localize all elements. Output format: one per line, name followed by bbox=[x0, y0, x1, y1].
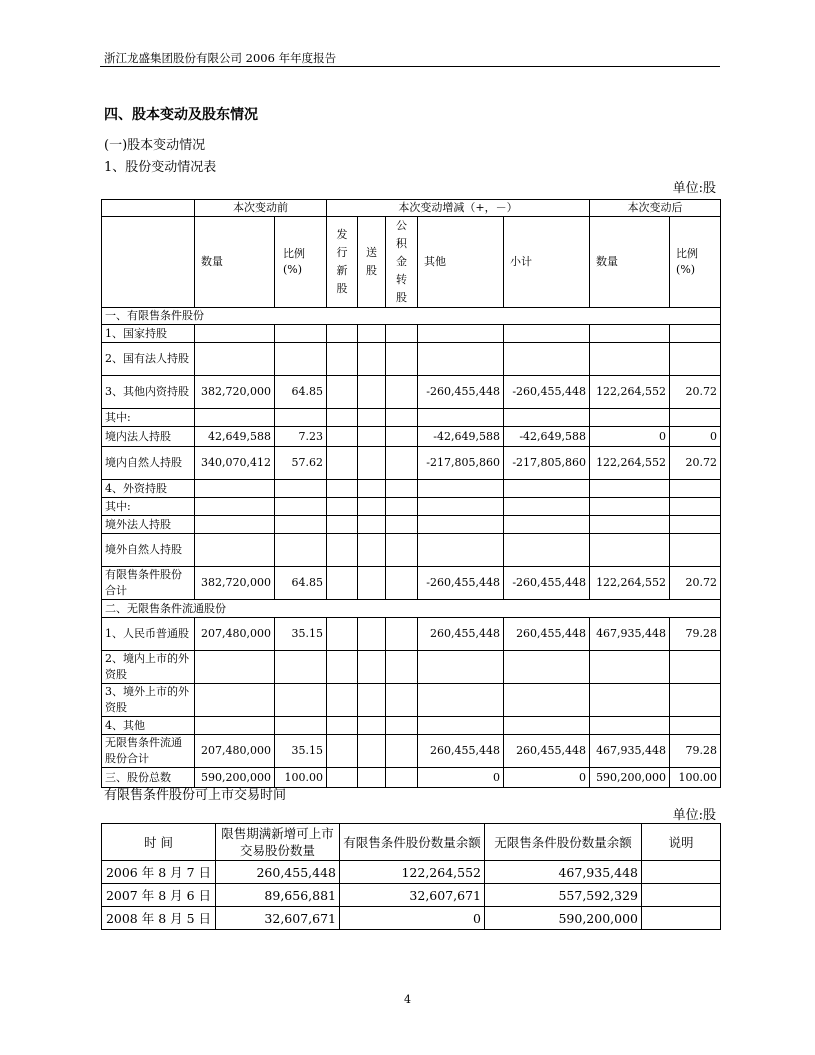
cell-ratio-after: 100.00 bbox=[670, 768, 721, 788]
cell-ratio-after: 79.28 bbox=[670, 735, 721, 768]
row-label: 一、有限售条件股份 bbox=[102, 308, 721, 325]
header-char: 转 bbox=[396, 273, 407, 286]
row-label: 2、国有法人持股 bbox=[102, 343, 195, 376]
cell-ratio bbox=[275, 409, 327, 427]
table-row bbox=[102, 343, 721, 376]
table-row bbox=[102, 907, 721, 930]
cell-qty-after bbox=[590, 717, 670, 735]
cell-bonus bbox=[358, 409, 386, 427]
cell-reserve bbox=[386, 768, 418, 788]
cell-subtotal: -217,805,860 bbox=[504, 447, 590, 480]
cell-reserve bbox=[386, 717, 418, 735]
table2-title: 有限售条件股份可上市交易时间 bbox=[104, 788, 287, 803]
cell-other: 0 bbox=[418, 768, 504, 788]
header-divider bbox=[100, 66, 720, 67]
cell-new-listable: 260,455,448 bbox=[216, 861, 340, 884]
cell-bonus bbox=[358, 516, 386, 534]
table-row bbox=[102, 717, 721, 735]
header-char: 股 bbox=[366, 264, 377, 277]
cell-ratio-after bbox=[670, 684, 721, 717]
cell-ratio-after: 0 bbox=[670, 427, 721, 447]
row-label: 二、无限售条件流通股份 bbox=[102, 600, 721, 618]
cell-restricted-balance: 32,607,671 bbox=[340, 884, 485, 907]
table-row bbox=[102, 600, 721, 618]
cell-other bbox=[418, 651, 504, 684]
cell-issue bbox=[327, 376, 358, 409]
cell-ratio-after bbox=[670, 651, 721, 684]
cell-note bbox=[642, 861, 721, 884]
table-row bbox=[102, 427, 721, 447]
cell-other: -217,805,860 bbox=[418, 447, 504, 480]
header-char: 积 bbox=[396, 237, 407, 250]
header-char: 发 bbox=[336, 228, 348, 241]
col-bonus bbox=[358, 217, 386, 308]
cell-issue bbox=[327, 409, 358, 427]
cell-ratio-after bbox=[670, 516, 721, 534]
cell-qty-after bbox=[590, 684, 670, 717]
col-qty: 数量 bbox=[195, 217, 275, 308]
table-row bbox=[102, 325, 721, 343]
cell-subtotal bbox=[504, 325, 590, 343]
cell-reserve bbox=[386, 735, 418, 768]
table-row bbox=[102, 447, 721, 480]
cell-ratio: 35.15 bbox=[275, 618, 327, 651]
cell-other: -42,649,588 bbox=[418, 427, 504, 447]
cell-ratio bbox=[275, 516, 327, 534]
cell-subtotal: -42,649,588 bbox=[504, 427, 590, 447]
cell-restricted-balance: 122,264,552 bbox=[340, 861, 485, 884]
table-row bbox=[102, 884, 721, 907]
cell-qty-after bbox=[590, 651, 670, 684]
header-char: 股 bbox=[336, 282, 348, 295]
group-change: 本次变动增减（+，－） bbox=[327, 200, 590, 217]
cell-issue bbox=[327, 618, 358, 651]
col-ratio: 比例(%) bbox=[275, 217, 327, 308]
cell-reserve bbox=[386, 618, 418, 651]
cell-qty-after: 122,264,552 bbox=[590, 567, 670, 600]
cell-subtotal bbox=[504, 409, 590, 427]
row-label: 4、其他 bbox=[102, 717, 195, 735]
cell-subtotal: 260,455,448 bbox=[504, 735, 590, 768]
cell-date: 2008 年 8 月 5 日 bbox=[102, 907, 216, 930]
cell-qty bbox=[195, 534, 275, 567]
cell-bonus bbox=[358, 534, 386, 567]
col-new-listable: 限售期满新增可上市交易股份数量 bbox=[216, 824, 340, 861]
cell-qty: 207,480,000 bbox=[195, 618, 275, 651]
table-row bbox=[102, 409, 721, 427]
cell-ratio bbox=[275, 325, 327, 343]
cell-reserve bbox=[386, 343, 418, 376]
cell-qty bbox=[195, 343, 275, 376]
cell-qty-after: 590,200,000 bbox=[590, 768, 670, 788]
table-row bbox=[102, 735, 721, 768]
col-unrestricted-balance: 无限售条件股份数量余额 bbox=[485, 824, 642, 861]
cell-other: 260,455,448 bbox=[418, 735, 504, 768]
cell-ratio-after: 79.28 bbox=[670, 618, 721, 651]
cell-reserve bbox=[386, 651, 418, 684]
cell-bonus bbox=[358, 427, 386, 447]
cell-bonus bbox=[358, 343, 386, 376]
cell-subtotal: 260,455,448 bbox=[504, 618, 590, 651]
cell-subtotal bbox=[504, 717, 590, 735]
cell-bonus bbox=[358, 447, 386, 480]
cell-subtotal bbox=[504, 498, 590, 516]
cell-other bbox=[418, 516, 504, 534]
cell-qty-after: 467,935,448 bbox=[590, 618, 670, 651]
cell-reserve bbox=[386, 447, 418, 480]
cell-ratio-after bbox=[670, 409, 721, 427]
cell-subtotal: 0 bbox=[504, 768, 590, 788]
cell-subtotal bbox=[504, 534, 590, 567]
row-label: 其中: bbox=[102, 409, 195, 427]
cell-qty-after bbox=[590, 480, 670, 498]
col-ratio-after: 比例(%) bbox=[670, 217, 721, 308]
cell-ratio: 35.15 bbox=[275, 735, 327, 768]
cell-reserve bbox=[386, 325, 418, 343]
cell-qty: 590,200,000 bbox=[195, 768, 275, 788]
cell-issue bbox=[327, 651, 358, 684]
cell-date: 2007 年 8 月 6 日 bbox=[102, 884, 216, 907]
cell-bonus bbox=[358, 498, 386, 516]
col-subtotal: 小计 bbox=[504, 217, 590, 308]
row-label: 其中: bbox=[102, 498, 195, 516]
cell-new-listable: 89,656,881 bbox=[216, 884, 340, 907]
cell-subtotal bbox=[504, 516, 590, 534]
table-row bbox=[102, 498, 721, 516]
cell-issue bbox=[327, 498, 358, 516]
cell-bonus bbox=[358, 376, 386, 409]
cell-ratio bbox=[275, 498, 327, 516]
group-after: 本次变动后 bbox=[590, 200, 721, 217]
group-before: 本次变动前 bbox=[195, 200, 327, 217]
header-char: 行 bbox=[336, 246, 348, 259]
cell-ratio bbox=[275, 480, 327, 498]
cell-ratio: 100.00 bbox=[275, 768, 327, 788]
cell-issue bbox=[327, 768, 358, 788]
column-header-row bbox=[102, 217, 721, 308]
cell-issue bbox=[327, 516, 358, 534]
header-char: 公 bbox=[396, 219, 407, 232]
cell-bonus bbox=[358, 567, 386, 600]
row-label: 境内法人持股 bbox=[102, 427, 195, 447]
row-label: 有限售条件股份合计 bbox=[102, 567, 195, 600]
cell-ratio bbox=[275, 684, 327, 717]
cell-qty bbox=[195, 717, 275, 735]
cell-qty-after: 0 bbox=[590, 427, 670, 447]
cell-qty bbox=[195, 684, 275, 717]
cell-ratio: 7.23 bbox=[275, 427, 327, 447]
cell-ratio-after bbox=[670, 343, 721, 376]
cell-bonus bbox=[358, 768, 386, 788]
table-row bbox=[102, 376, 721, 409]
table-title: 1、股份变动情况表 bbox=[104, 160, 217, 175]
section-title: 四、股本变动及股东情况 bbox=[104, 107, 258, 123]
cell-subtotal bbox=[504, 651, 590, 684]
cell-issue bbox=[327, 684, 358, 717]
cell-issue bbox=[327, 534, 358, 567]
group-header-row bbox=[102, 200, 721, 217]
cell-reserve bbox=[386, 480, 418, 498]
table-row bbox=[102, 684, 721, 717]
cell-ratio-after bbox=[670, 325, 721, 343]
cell-qty-after bbox=[590, 409, 670, 427]
cell-issue bbox=[327, 567, 358, 600]
table-row bbox=[102, 567, 721, 600]
cell-bonus bbox=[358, 480, 386, 498]
cell-note bbox=[642, 884, 721, 907]
cell-issue bbox=[327, 735, 358, 768]
cell-qty-after bbox=[590, 343, 670, 376]
cell-qty: 382,720,000 bbox=[195, 376, 275, 409]
cell-subtotal bbox=[504, 343, 590, 376]
cell-reserve bbox=[386, 516, 418, 534]
cell-reserve bbox=[386, 427, 418, 447]
cell-qty: 42,649,588 bbox=[195, 427, 275, 447]
cell-subtotal bbox=[504, 684, 590, 717]
header-char: 送 bbox=[366, 246, 377, 259]
cell-other bbox=[418, 498, 504, 516]
cell-ratio: 64.85 bbox=[275, 376, 327, 409]
row-label: 4、外资持股 bbox=[102, 480, 195, 498]
cell-bonus bbox=[358, 325, 386, 343]
cell-qty bbox=[195, 480, 275, 498]
cell-subtotal: -260,455,448 bbox=[504, 567, 590, 600]
cell-other: -260,455,448 bbox=[418, 567, 504, 600]
header-char: 金 bbox=[396, 255, 407, 268]
cell-ratio-after: 20.72 bbox=[670, 567, 721, 600]
col-date: 时 间 bbox=[102, 824, 216, 861]
header-char: 新 bbox=[336, 264, 348, 277]
cell-ratio bbox=[275, 534, 327, 567]
cell-ratio-after: 20.72 bbox=[670, 376, 721, 409]
section-subtitle: (一)股本变动情况 bbox=[104, 138, 206, 153]
cell-qty bbox=[195, 516, 275, 534]
col-reserve bbox=[386, 217, 418, 308]
table-row bbox=[102, 861, 721, 884]
cell-qty bbox=[195, 498, 275, 516]
table-row bbox=[102, 480, 721, 498]
row-label: 3、其他内资持股 bbox=[102, 376, 195, 409]
cell-ratio: 57.62 bbox=[275, 447, 327, 480]
col-issue bbox=[327, 217, 358, 308]
cell-ratio bbox=[275, 717, 327, 735]
cell-bonus bbox=[358, 717, 386, 735]
cell-reserve bbox=[386, 376, 418, 409]
cell-qty-after bbox=[590, 534, 670, 567]
cell-qty: 207,480,000 bbox=[195, 735, 275, 768]
table2-header-row bbox=[102, 824, 721, 861]
cell-ratio-after bbox=[670, 480, 721, 498]
cell-other bbox=[418, 717, 504, 735]
header-char: 股 bbox=[396, 291, 407, 304]
cell-other bbox=[418, 409, 504, 427]
cell-ratio bbox=[275, 343, 327, 376]
cell-bonus bbox=[358, 684, 386, 717]
cell-issue bbox=[327, 480, 358, 498]
unit-label: 单位:股 bbox=[672, 181, 716, 196]
cell-other bbox=[418, 684, 504, 717]
cell-qty bbox=[195, 651, 275, 684]
cell-ratio: 64.85 bbox=[275, 567, 327, 600]
row-label: 1、人民币普通股 bbox=[102, 618, 195, 651]
cell-qty-after: 122,264,552 bbox=[590, 447, 670, 480]
cell-new-listable: 32,607,671 bbox=[216, 907, 340, 930]
cell-other: -260,455,448 bbox=[418, 376, 504, 409]
cell-bonus bbox=[358, 651, 386, 684]
cell-subtotal bbox=[504, 480, 590, 498]
cell-issue bbox=[327, 343, 358, 376]
cell-reserve bbox=[386, 498, 418, 516]
cell-issue bbox=[327, 427, 358, 447]
cell-issue bbox=[327, 717, 358, 735]
cell-qty-after bbox=[590, 325, 670, 343]
cell-unrestricted-balance: 557,592,329 bbox=[485, 884, 642, 907]
share-change-table bbox=[101, 199, 721, 788]
cell-qty-after: 467,935,448 bbox=[590, 735, 670, 768]
cell-unrestricted-balance: 590,200,000 bbox=[485, 907, 642, 930]
corner-cell bbox=[102, 200, 195, 217]
cell-reserve bbox=[386, 684, 418, 717]
page-header: 浙江龙盛集团股份有限公司 2006 年年度报告 bbox=[104, 51, 337, 65]
cell-other bbox=[418, 343, 504, 376]
col-restricted-balance: 有限售条件股份数量余额 bbox=[340, 824, 485, 861]
cell-qty-after: 122,264,552 bbox=[590, 376, 670, 409]
col-qty-after: 数量 bbox=[590, 217, 670, 308]
table2-unit: 单位:股 bbox=[672, 808, 716, 823]
cell-other bbox=[418, 534, 504, 567]
cell-qty: 340,070,412 bbox=[195, 447, 275, 480]
cell-qty bbox=[195, 409, 275, 427]
row-label: 3、境外上市的外资股 bbox=[102, 684, 195, 717]
row-label: 2、境内上市的外资股 bbox=[102, 651, 195, 684]
cell-qty bbox=[195, 325, 275, 343]
listing-schedule-table bbox=[101, 823, 721, 930]
cell-qty-after bbox=[590, 516, 670, 534]
table-row bbox=[102, 516, 721, 534]
cell-other: 260,455,448 bbox=[418, 618, 504, 651]
cell-reserve bbox=[386, 534, 418, 567]
cell-reserve bbox=[386, 567, 418, 600]
corner-cell bbox=[102, 217, 195, 308]
cell-qty-after bbox=[590, 498, 670, 516]
cell-bonus bbox=[358, 618, 386, 651]
table-row bbox=[102, 618, 721, 651]
cell-ratio-after bbox=[670, 498, 721, 516]
cell-bonus bbox=[358, 735, 386, 768]
cell-issue bbox=[327, 447, 358, 480]
cell-restricted-balance: 0 bbox=[340, 907, 485, 930]
cell-note bbox=[642, 907, 721, 930]
cell-other bbox=[418, 480, 504, 498]
cell-qty: 382,720,000 bbox=[195, 567, 275, 600]
cell-date: 2006 年 8 月 7 日 bbox=[102, 861, 216, 884]
cell-issue bbox=[327, 325, 358, 343]
row-label: 境外法人持股 bbox=[102, 516, 195, 534]
cell-other bbox=[418, 325, 504, 343]
cell-ratio-after bbox=[670, 534, 721, 567]
table-row bbox=[102, 651, 721, 684]
col-note: 说明 bbox=[642, 824, 721, 861]
cell-subtotal: -260,455,448 bbox=[504, 376, 590, 409]
row-label: 1、国家持股 bbox=[102, 325, 195, 343]
cell-ratio-after: 20.72 bbox=[670, 447, 721, 480]
row-label: 无限售条件流通股份合计 bbox=[102, 735, 195, 768]
cell-ratio bbox=[275, 651, 327, 684]
cell-ratio-after bbox=[670, 717, 721, 735]
table-row bbox=[102, 308, 721, 325]
row-label: 境内自然人持股 bbox=[102, 447, 195, 480]
row-label: 境外自然人持股 bbox=[102, 534, 195, 567]
cell-unrestricted-balance: 467,935,448 bbox=[485, 861, 642, 884]
table-row bbox=[102, 534, 721, 567]
cell-reserve bbox=[386, 409, 418, 427]
col-other: 其他 bbox=[418, 217, 504, 308]
page-number: 4 bbox=[404, 993, 411, 1006]
row-label: 三、股份总数 bbox=[102, 768, 195, 788]
